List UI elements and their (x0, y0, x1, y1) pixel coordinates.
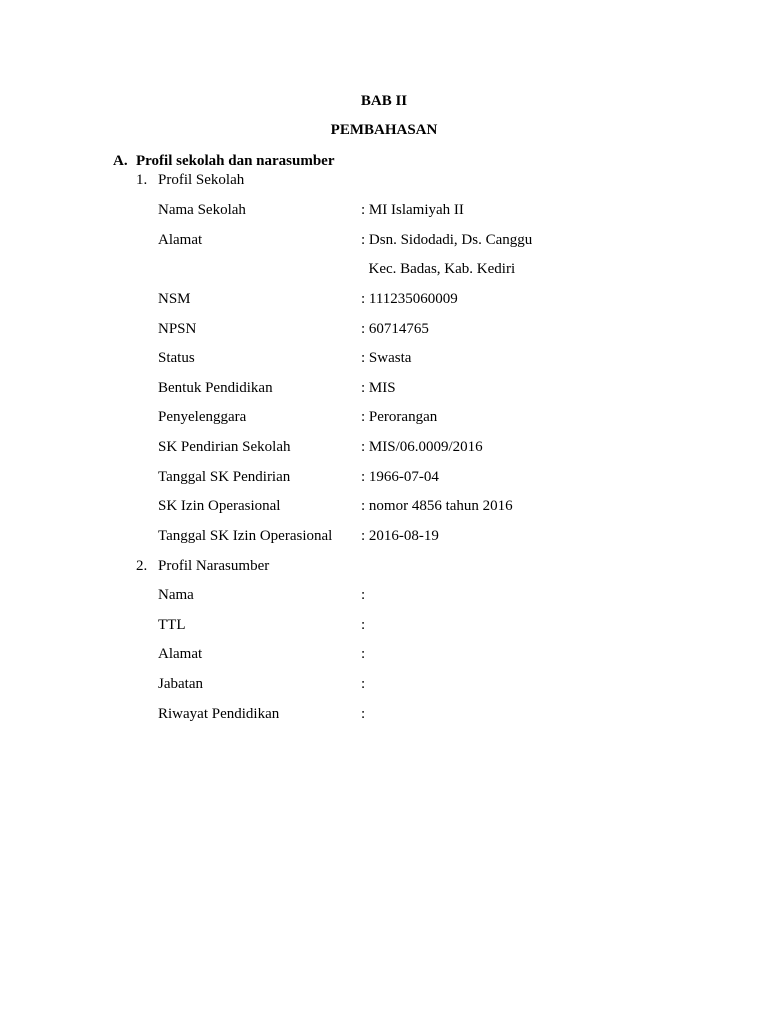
row-value: : 60714765 (361, 321, 429, 337)
row-label: TTL (158, 617, 186, 633)
row-label: Bentuk Pendidikan (158, 380, 273, 396)
row-value: : (361, 617, 366, 633)
row-label: Nama (158, 587, 194, 603)
row-label: Status (158, 350, 195, 366)
table-row (158, 675, 718, 693)
row-value: : 2016-08-19 (361, 528, 439, 544)
row-value: : 1966-07-04 (361, 469, 439, 485)
row-value: : (361, 676, 366, 692)
row-label: NSM (158, 291, 191, 307)
table-row (158, 201, 718, 219)
table-row (158, 705, 718, 723)
subsection-2-title: Profil Narasumber (158, 558, 270, 574)
table-row (158, 527, 718, 545)
row-value: : Swasta (361, 350, 412, 366)
row-value: : nomor 4856 tahun 2016 (361, 498, 513, 514)
table-row (158, 497, 718, 515)
table-row (158, 349, 718, 367)
table-row (158, 438, 718, 456)
row-value: : (361, 706, 366, 722)
row-value: : (361, 587, 366, 603)
table-row (158, 616, 718, 634)
table-row (158, 408, 718, 426)
chapter-title: PEMBAHASAN (330, 122, 438, 138)
row-label: Penyelenggara (158, 409, 247, 425)
subsection-1-title: Profil Sekolah (158, 172, 245, 188)
row-label: Nama Sekolah (158, 202, 246, 218)
row-value: : MI Islamiyah II (361, 202, 464, 218)
row-value: : Perorangan (361, 409, 438, 425)
row-label: Riwayat Pendidikan (158, 706, 280, 722)
row-value: : Dsn. Sidodadi, Ds. Canggu (361, 232, 533, 248)
table-row (158, 645, 718, 663)
row-label: SK Izin Operasional (158, 498, 281, 514)
table-row (158, 379, 718, 397)
chapter-heading: BAB II (360, 93, 408, 109)
subsection-1-marker: 1. (136, 172, 148, 188)
row-label: Tanggal SK Izin Operasional (158, 528, 333, 544)
row-value: Kec. Badas, Kab. Kediri (361, 261, 516, 277)
row-label: Alamat (158, 232, 203, 248)
row-label: Alamat (158, 646, 203, 662)
table-row (158, 320, 718, 338)
row-value: : MIS (361, 380, 396, 396)
table-row (158, 260, 718, 278)
row-value: : MIS/06.0009/2016 (361, 439, 483, 455)
row-label: Jabatan (158, 676, 203, 692)
table-row (158, 468, 718, 486)
section-title: Profil sekolah dan narasumber (136, 153, 335, 169)
table-row (158, 586, 718, 604)
section-marker: A. (113, 153, 128, 169)
row-value: : (361, 646, 366, 662)
row-label: NPSN (158, 321, 197, 337)
row-label: SK Pendirian Sekolah (158, 439, 291, 455)
table-row (158, 290, 718, 308)
subsection-2-marker: 2. (136, 558, 148, 574)
row-label: Tanggal SK Pendirian (158, 469, 291, 485)
table-row (158, 231, 718, 249)
row-value: : 111235060009 (361, 291, 458, 307)
